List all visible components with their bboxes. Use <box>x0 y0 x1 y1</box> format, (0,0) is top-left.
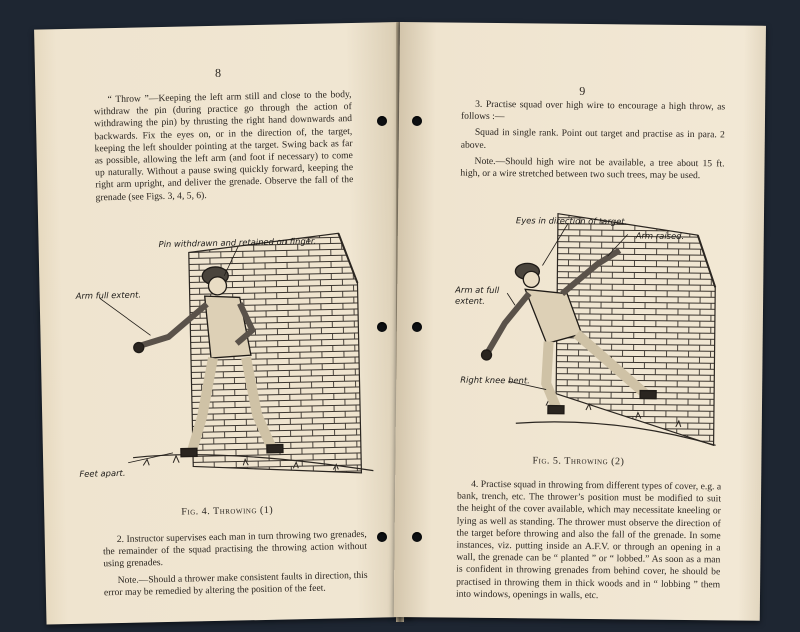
label-eyes-direction: Eyes in direction of target. <box>515 215 628 227</box>
binding-hole <box>412 116 422 126</box>
label-feet-apart: Feet apart. <box>79 467 126 479</box>
page-number: 8 <box>214 65 222 80</box>
note-paragraph: Note.—Should high wire not be available, a tree about 15 ft. high, or a wire stretched between two such trees, may be used. <box>460 155 725 182</box>
paragraph-3-block <box>460 99 725 187</box>
figure-5-caption: Fig. 5. Throwing (2) <box>532 455 625 468</box>
label-right-knee-bent: Right knee bent. <box>460 374 530 386</box>
binding-hole <box>377 322 387 332</box>
label-arm-raised: Arm raised. <box>635 230 685 241</box>
label-pin-withdrawn: Pin withdrawn and retained on finger. <box>158 235 317 250</box>
figure-4-illustration <box>38 212 410 490</box>
note-paragraph: Note.—Should a thrower make consistent faults in direction, this error may be remedied by altering the position of the feet. <box>103 569 368 599</box>
binding-hole <box>377 532 387 542</box>
binding-hole <box>412 532 422 542</box>
figure-5-illustration <box>395 192 764 456</box>
paragraph-4: 4. Practise squad in throwing from different types of cover, e.g. a bank, trench, etc. The thrower’s position must be modified to suit the height of the cover available, which may necessitate kneeling or lying as well as standing. The thrower must observe the direction of the target before throwing and also the fall of the grenade. In some instances, viz. putting inside an A.F.V. or through an opening in a wall, the grenade can be “ planted ” or “ lobbed.” As soon as a man is confident in throwing grenades from behind cover, he should be practised in throwing them in thick woods and in “ lobbing ” them into windows, openings in walls, etc. <box>455 478 722 601</box>
throw-paragraph-block <box>93 89 353 208</box>
page-number: 9 <box>579 83 586 98</box>
binding-hole <box>412 322 422 332</box>
figure-4-caption: Fig. 4. Throwing (1) <box>181 504 274 518</box>
label-arm-at-full-extent: Arm at full extent. <box>455 284 500 306</box>
throw-paragraph: “ Throw ”—Keeping the left arm still and close to the body, withdraw the pin (during practice go through the action of withdrawing the pin) by thrusting the right hand downwards and backwards. Fix the eyes on, or in the direction of, the target, keeping the left shoulder pointing at the target. Swing back as far as possible, allowing the left arm (and foot if necessary) to come up naturally. Without a pause swing quickly forward, keeping the right arm upright, and deliver the grenade. Observe the fall of the grenade (see Figs. 3, 4, 5, 6). <box>93 89 354 204</box>
binding-hole <box>377 116 387 126</box>
instructions-block <box>103 529 368 604</box>
paragraph-3: 3. Practise squad over high wire to encourage a high throw, as follows :— <box>460 98 726 123</box>
label-arm-full-extent: Arm full extent. <box>75 289 142 301</box>
paragraph-2: 2. Instructor supervises each man in turn throwing two grenades, the remainder of the squad practising the throwing action without using grenades. <box>102 528 368 570</box>
right-page <box>394 22 766 621</box>
paragraph-3b: Squad in single rank. Point out target and practise as in para. 2 above. <box>460 127 725 151</box>
left-page <box>34 22 412 625</box>
paragraph-4-block <box>456 479 721 608</box>
